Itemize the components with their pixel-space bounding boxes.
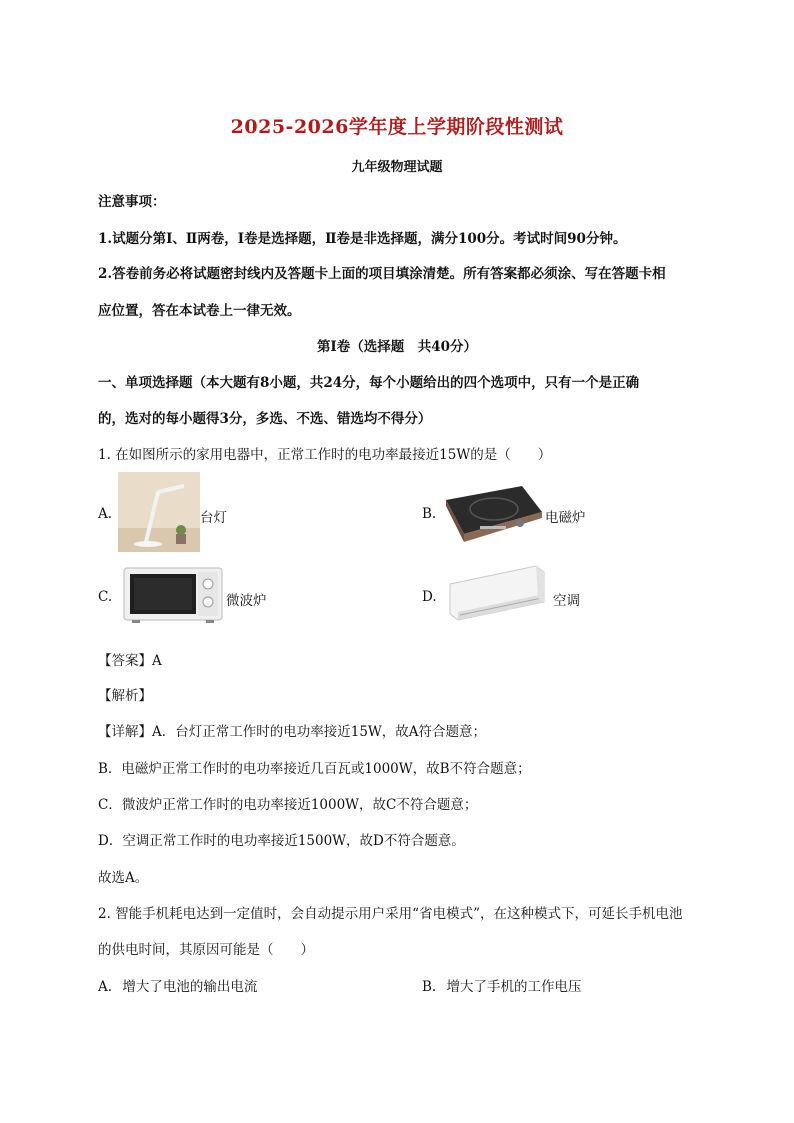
part-instruction-line-2: 的，选对的每小题得3分，多选、不选、错选均不得分） xyxy=(98,411,432,427)
option-b-label: 电磁炉 xyxy=(545,510,586,526)
question-2-option-a xyxy=(98,975,257,995)
question-2-option-b-letter: B. xyxy=(422,979,437,995)
question-2-option-b-text: 增大了手机的工作电压 xyxy=(446,979,582,995)
question-1-detail-b: B．电磁炉正常工作时的电功率接近几百瓦或1000W，故B不符合题意； xyxy=(98,761,531,777)
option-a-letter: A. xyxy=(98,506,113,522)
air-conditioner-image xyxy=(446,562,546,626)
notice-item-1: 1.试题分第Ⅰ、Ⅱ两卷，Ⅰ卷是选择题，Ⅱ卷是非选择题，满分100分。考试时间90分钟。 xyxy=(98,231,627,247)
question-2-option-b xyxy=(422,975,582,995)
notice-item-2-line-1: 2.答卷前务必将试题密封线内及答题卡上面的项目填涂清楚。所有答案都必须涂、写在答题卡相 xyxy=(98,266,666,282)
notice-heading: 注意事项： xyxy=(98,194,166,210)
question-1-detail-c: C．微波炉正常工作时的电功率接近1000W，故C不符合题意； xyxy=(98,797,478,813)
exam-subtitle: 九年级物理试题 xyxy=(351,160,443,175)
option-c-label: 微波炉 xyxy=(226,593,267,609)
exam-title: 2025-2026学年度上学期阶段性测试 xyxy=(230,116,564,138)
option-d-label: 空调 xyxy=(553,593,580,609)
question-2-stem-line-2: 的供电时间，其原因可能是（ ） xyxy=(98,942,314,958)
option-a-label: 台灯 xyxy=(200,510,227,526)
desk-lamp-image xyxy=(118,472,200,552)
induction-cooker-image xyxy=(440,482,544,544)
notice-item-2-line-2: 应位置，答在本试卷上一律无效。 xyxy=(98,303,301,319)
question-1-analysis: 【解析】 xyxy=(98,688,152,704)
question-2-stem-line-1: 2. 智能手机耗电达到一定值时，会自动提示用户采用“省电模式”，在这种模式下，可延长手机电池 xyxy=(98,906,683,922)
question-1-detail-d: D．空调正常工作时的电功率接近1500W，故D不符合题意。 xyxy=(98,833,465,849)
option-c-letter: C. xyxy=(98,589,113,605)
option-b-letter: B. xyxy=(422,506,437,522)
question-1-stem: 1. 在如图所示的家用电器中，正常工作时的电功率最接近15W的是（ ） xyxy=(98,447,552,463)
microwave-image xyxy=(122,566,224,624)
part-instruction-line-1: 一、单项选择题（本大题有8小题，共24分，每个小题给出的四个选项中，只有一个是正确 xyxy=(98,375,640,391)
question-1-answer: 【答案】A xyxy=(98,653,162,669)
section-title: 第Ⅰ卷（选择题 共40分） xyxy=(316,339,478,355)
question-2-option-a-text: 增大了电池的输出电流 xyxy=(122,979,258,995)
question-1-conclusion: 故选A。 xyxy=(98,870,149,886)
question-2-option-a-letter: A. xyxy=(98,979,113,995)
question-1-detail-a: 【详解】A．台灯正常工作时的电功率接近15W，故A符合题意； xyxy=(98,724,487,740)
option-d-letter: D. xyxy=(422,589,437,605)
